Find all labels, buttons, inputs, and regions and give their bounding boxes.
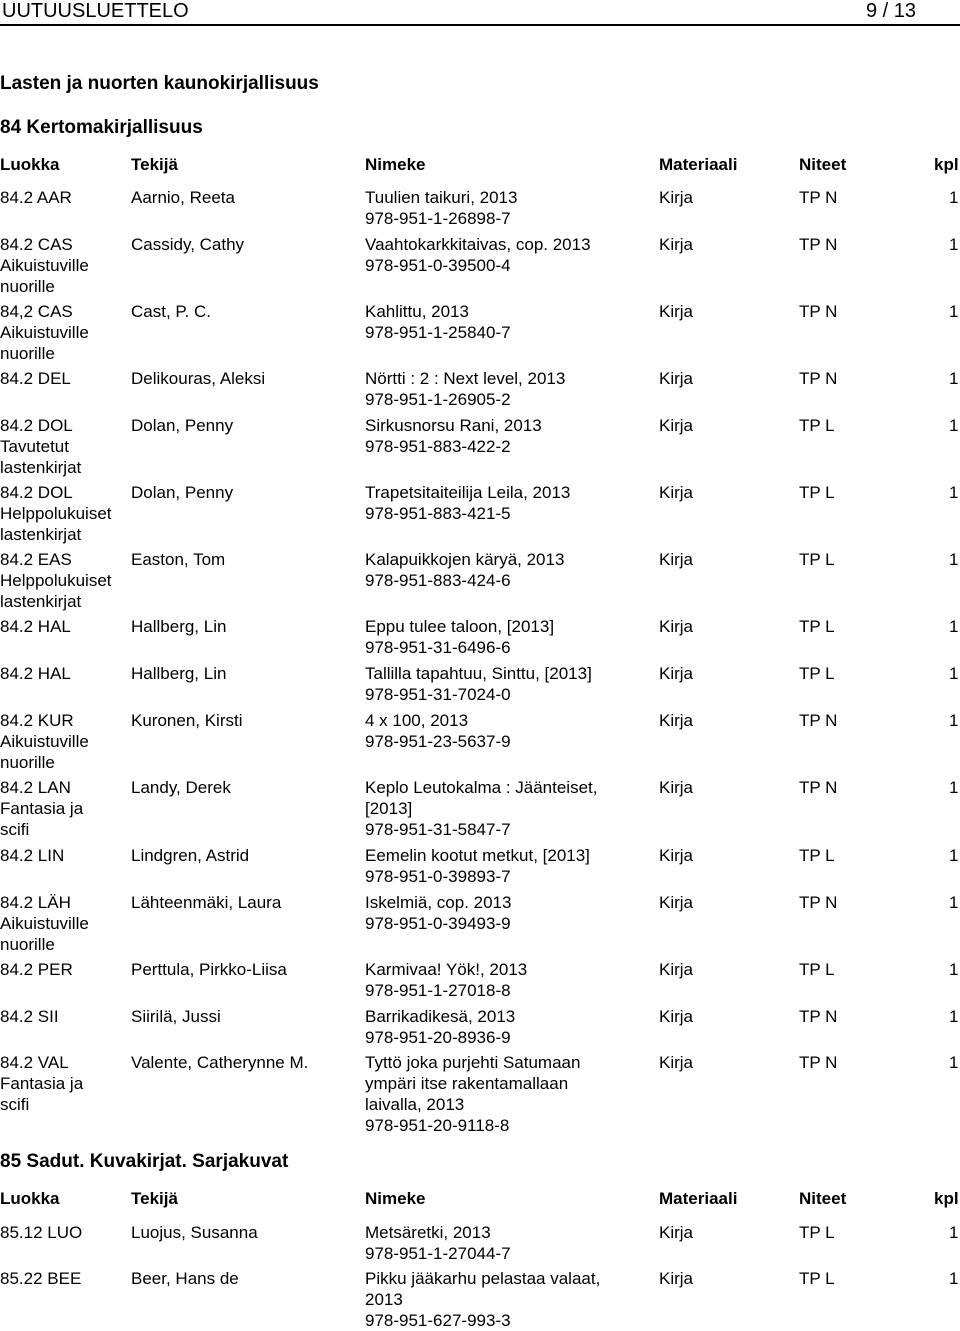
- cell-niteet: TP L: [799, 617, 835, 636]
- cell-niteet: TP L: [799, 960, 835, 979]
- cell-materiaali: Kirja: [659, 711, 694, 730]
- cell-nimeke: Trapetsitaiteilija Leila, 2013 978-951-883-421-5: [365, 483, 571, 523]
- cell-niteet: TP L: [799, 1269, 835, 1288]
- cell-kpl: 1: [949, 711, 959, 730]
- cell-luokka: 84.2 DOL Tavutetut lastenkirjat: [0, 416, 82, 477]
- cell-luokka: 84.2 DEL: [0, 369, 71, 388]
- cell-materiaali: Kirja: [659, 846, 694, 865]
- cell-luokka: 85.12 LUO: [0, 1223, 83, 1242]
- cell-nimeke: Iskelmiä, cop. 2013 978-951-0-39493-9: [365, 893, 512, 933]
- cell-niteet: TP N: [799, 369, 838, 388]
- cell-nimeke: Sirkusnorsu Rani, 2013 978-951-883-422-2: [365, 416, 542, 456]
- page-number: 9 / 13: [865, 0, 916, 22]
- cell-tekija: Landy, Derek: [131, 778, 231, 797]
- section-heading-84: 84 Kertomakirjallisuus: [0, 117, 203, 138]
- cell-niteet: TP N: [799, 893, 838, 912]
- cell-nimeke: Kahlittu, 2013 978-951-1-25840-7: [365, 302, 511, 342]
- col-tekija: Tekijä: [131, 1189, 178, 1208]
- cell-niteet: TP L: [799, 483, 835, 502]
- cell-tekija: Easton, Tom: [131, 550, 226, 569]
- cell-nimeke: Tyttö joka purjehti Satumaan ympäri itse rakentamallaan laivalla, 2013 978-951-20-9118-8: [365, 1053, 581, 1135]
- cell-kpl: 1: [949, 235, 959, 254]
- cell-nimeke: Tallilla tapahtuu, Sinttu, [2013] 978-951-31-7024-0: [365, 664, 592, 704]
- cell-niteet: TP L: [799, 846, 835, 865]
- column-header-84: [0, 154, 960, 176]
- cell-niteet: TP N: [799, 778, 838, 797]
- cell-niteet: TP N: [799, 1053, 838, 1072]
- cell-materiaali: Kirja: [659, 893, 694, 912]
- cell-tekija: Delikouras, Aleksi: [131, 369, 266, 388]
- cell-niteet: TP N: [799, 188, 838, 207]
- cell-materiaali: Kirja: [659, 1223, 694, 1242]
- cell-tekija: Luojus, Susanna: [131, 1223, 258, 1242]
- cell-materiaali: Kirja: [659, 302, 694, 321]
- col-kpl: kpl: [934, 1189, 959, 1208]
- cell-niteet: TP L: [799, 416, 835, 435]
- cell-materiaali: Kirja: [659, 1269, 694, 1288]
- cell-luokka: 84.2 LAN Fantasia ja scifi: [0, 778, 84, 839]
- cell-nimeke: Eemelin kootut metkut, [2013] 978-951-0-39893-7: [365, 846, 590, 886]
- cell-kpl: 1: [949, 416, 959, 435]
- cell-nimeke: Metsäretki, 2013 978-951-1-27044-7: [365, 1223, 511, 1263]
- cell-kpl: 1: [949, 188, 959, 207]
- cell-nimeke: Barrikadikesä, 2013 978-951-20-8936-9: [365, 1007, 516, 1047]
- section-main-heading: Lasten ja nuorten kaunokirjallisuus: [0, 73, 319, 94]
- column-header-85: [0, 1188, 960, 1210]
- cell-materiaali: Kirja: [659, 188, 694, 207]
- page-header: [0, 0, 960, 24]
- cell-nimeke: Karmivaa! Yök!, 2013 978-951-1-27018-8: [365, 960, 528, 1000]
- cell-nimeke: Keplo Leutokalma : Jäänteiset, [2013] 978-951-31-5847-7: [365, 778, 598, 839]
- cell-luokka: 84.2 HAL: [0, 617, 71, 636]
- cell-luokka: 84.2 KUR Aikuistuville nuorille: [0, 711, 89, 772]
- cell-luokka: 84.2 CAS Aikuistuville nuorille: [0, 235, 89, 296]
- cell-luokka: 84.2 VAL Fantasia ja scifi: [0, 1053, 84, 1114]
- cell-tekija: Hallberg, Lin: [131, 617, 227, 636]
- cell-kpl: 1: [949, 1223, 959, 1242]
- cell-kpl: 1: [949, 664, 959, 683]
- cell-materiaali: Kirja: [659, 550, 694, 569]
- cell-tekija: Hallberg, Lin: [131, 664, 227, 683]
- cell-niteet: TP L: [799, 550, 835, 569]
- col-niteet: Niteet: [799, 1189, 847, 1208]
- cell-kpl: 1: [949, 778, 959, 797]
- cell-nimeke: Vaahtokarkkitaivas, cop. 2013 978-951-0-39500-4: [365, 235, 591, 275]
- cell-luokka: 84.2 DOL Helppolukuiset lastenkirjat: [0, 483, 112, 544]
- cell-tekija: Cassidy, Cathy: [131, 235, 245, 254]
- cell-nimeke: Pikku jääkarhu pelastaa valaat, 2013 978-951-627-993-3: [365, 1269, 601, 1330]
- cell-materiaali: Kirja: [659, 1053, 694, 1072]
- cell-kpl: 1: [949, 846, 959, 865]
- cell-tekija: Lindgren, Astrid: [131, 846, 250, 865]
- cell-kpl: 1: [949, 1053, 959, 1072]
- cell-tekija: Cast, P. C.: [131, 302, 211, 321]
- cell-materiaali: Kirja: [659, 1007, 694, 1026]
- col-nimeke: Nimeke: [365, 1189, 426, 1208]
- cell-kpl: 1: [949, 1269, 959, 1288]
- cell-tekija: Valente, Catherynne M.: [131, 1053, 309, 1072]
- cell-tekija: Dolan, Penny: [131, 416, 234, 435]
- catalog-title: UUTUUSLUETTELO: [2, 0, 189, 22]
- cell-tekija: Lähteenmäki, Laura: [131, 893, 282, 912]
- cell-luokka: 84.2 LÄH Aikuistuville nuorille: [0, 893, 89, 954]
- cell-kpl: 1: [949, 893, 959, 912]
- cell-nimeke: Kalapuikkojen käryä, 2013 978-951-883-424-6: [365, 550, 565, 590]
- cell-niteet: TP L: [799, 1223, 835, 1242]
- cell-nimeke: 4 x 100, 2013 978-951-23-5637-9: [365, 711, 511, 751]
- cell-kpl: 1: [949, 302, 959, 321]
- header-divider: [0, 24, 960, 26]
- col-materiaali: Materiaali: [659, 155, 738, 174]
- cell-tekija: Aarnio, Reeta: [131, 188, 235, 207]
- col-kpl: kpl: [934, 155, 959, 174]
- cell-materiaali: Kirja: [659, 369, 694, 388]
- cell-nimeke: Tuulien taikuri, 2013 978-951-1-26898-7: [365, 188, 518, 228]
- col-tekija: Tekijä: [131, 155, 178, 174]
- cell-kpl: 1: [949, 483, 959, 502]
- col-materiaali: Materiaali: [659, 1189, 738, 1208]
- cell-niteet: TP L: [799, 664, 835, 683]
- cell-materiaali: Kirja: [659, 617, 694, 636]
- cell-tekija: Perttula, Pirkko-Liisa: [131, 960, 287, 979]
- cell-luokka: 84.2 SII: [0, 1007, 59, 1026]
- cell-materiaali: Kirja: [659, 960, 694, 979]
- cell-nimeke: Nörtti : 2 : Next level, 2013 978-951-1-26905-2: [365, 369, 566, 409]
- section-heading-85: 85 Sadut. Kuvakirjat. Sarjakuvat: [0, 1151, 289, 1172]
- cell-materiaali: Kirja: [659, 235, 694, 254]
- cell-kpl: 1: [949, 550, 959, 569]
- cell-materiaali: Kirja: [659, 778, 694, 797]
- cell-niteet: TP N: [799, 1007, 838, 1026]
- col-luokka: Luokka: [0, 155, 60, 174]
- col-nimeke: Nimeke: [365, 155, 426, 174]
- cell-luokka: 84.2 LIN: [0, 846, 65, 865]
- col-niteet: Niteet: [799, 155, 847, 174]
- cell-kpl: 1: [949, 369, 959, 388]
- cell-niteet: TP N: [799, 711, 838, 730]
- cell-luokka: 84.2 HAL: [0, 664, 71, 683]
- cell-tekija: Siirilä, Jussi: [131, 1007, 221, 1026]
- col-luokka: Luokka: [0, 1189, 60, 1208]
- cell-kpl: 1: [949, 617, 959, 636]
- cell-materiaali: Kirja: [659, 416, 694, 435]
- cell-niteet: TP N: [799, 235, 838, 254]
- cell-luokka: 84,2 CAS Aikuistuville nuorille: [0, 302, 89, 363]
- cell-kpl: 1: [949, 1007, 959, 1026]
- cell-tekija: Beer, Hans de: [131, 1269, 239, 1288]
- cell-luokka: 84.2 PER: [0, 960, 73, 979]
- cell-materiaali: Kirja: [659, 664, 694, 683]
- cell-luokka: 84.2 EAS Helppolukuiset lastenkirjat: [0, 550, 112, 611]
- cell-kpl: 1: [949, 960, 959, 979]
- cell-tekija: Kuronen, Kirsti: [131, 711, 243, 730]
- cell-luokka: 85.22 BEE: [0, 1269, 82, 1288]
- cell-luokka: 84.2 AAR: [0, 188, 72, 207]
- cell-niteet: TP N: [799, 302, 838, 321]
- cell-materiaali: Kirja: [659, 483, 694, 502]
- cell-tekija: Dolan, Penny: [131, 483, 234, 502]
- cell-nimeke: Eppu tulee taloon, [2013] 978-951-31-6496-6: [365, 617, 555, 657]
